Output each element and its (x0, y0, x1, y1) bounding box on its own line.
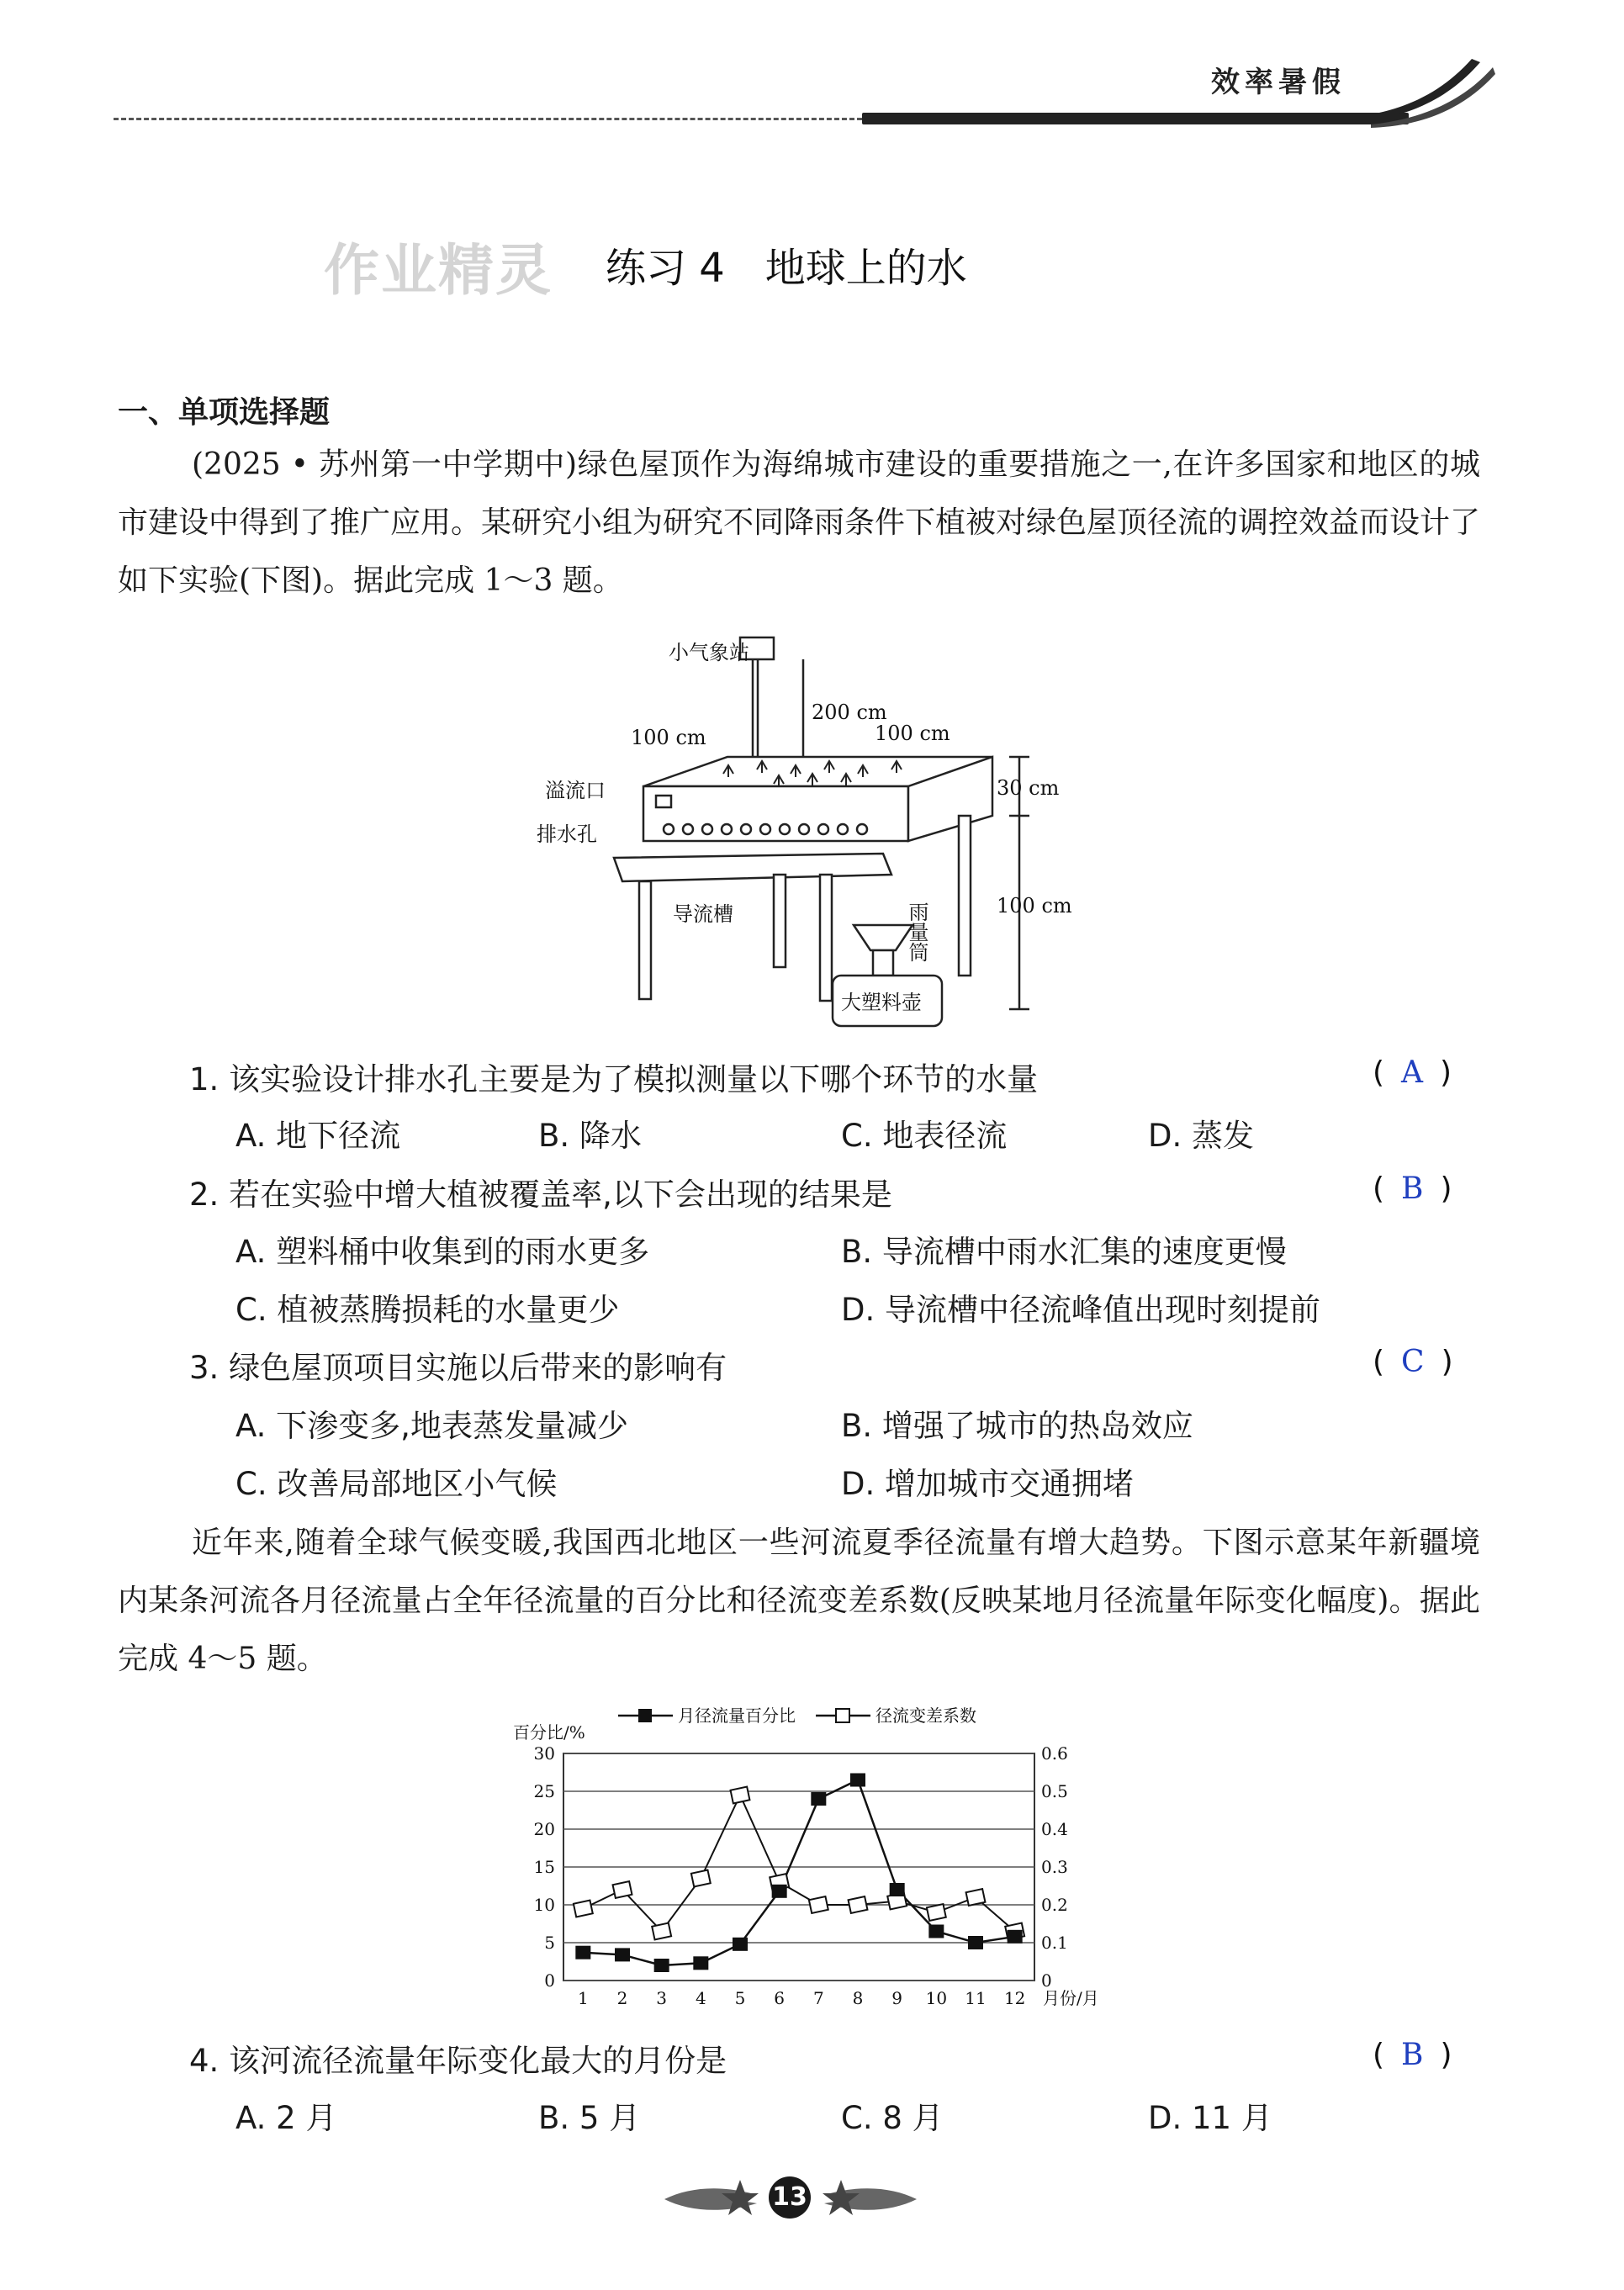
point-variation (652, 1923, 671, 1940)
series-line-variation (583, 1796, 1014, 1932)
option-d: D. 导流槽中径流峰值出现时刻提前 (841, 1292, 1321, 1328)
option-c: C. 植被蒸腾损耗的水量更少 (235, 1292, 620, 1328)
point-percentage (733, 1938, 748, 1951)
answer-box: ( B ) (1373, 2038, 1452, 2072)
x-tick-label: 2 (616, 1988, 628, 2008)
chart-ticks (513, 1722, 1099, 2008)
point-percentage (968, 1936, 983, 1949)
y-right-tick-label: 0.6 (1041, 1743, 1068, 1764)
legend-label-1: 月径流量百分比 (678, 1706, 796, 1726)
point-variation (966, 1889, 986, 1906)
y-left-tick-label: 10 (533, 1895, 555, 1915)
option-c: C. 8 月 (841, 2100, 944, 2136)
option-b: B. 5 月 (538, 2100, 641, 2136)
point-variation (691, 1870, 711, 1887)
option-a: A. 地下径流 (235, 1118, 401, 1154)
y-left-tick-label: 15 (533, 1857, 555, 1877)
answer-box: ( B ) (1373, 1171, 1452, 1206)
label-trough: 导流槽 (673, 902, 733, 926)
intro-paragraph-1: (2025 • 苏州第一中学期中)绿色屋顶作为海绵城市建设的重要措施之一,在许多国家和地区的城市建设中得到了推广应用。某研究小组为研究不同降雨条件下植被对绿色屋顶径流的调控效益而设计了如下实验(下图)。据此完成 1～3 题。 (118, 447, 1481, 598)
point-variation (809, 1896, 828, 1913)
chart-grid (563, 1753, 1034, 1981)
question-stem: 该实验设计排水孔主要是为了模拟测量以下哪个环节的水量 (229, 1061, 1039, 1097)
x-tick-label: 6 (774, 1988, 786, 2008)
option-a: A. 下渗变多,地表蒸发量减少 (235, 1408, 628, 1444)
chart-legend (618, 1706, 976, 1726)
point-percentage (850, 1774, 865, 1787)
series-title: 效率暑假 (1211, 66, 1346, 99)
legend-label-2: 径流变差系数 (875, 1706, 976, 1726)
point-variation (731, 1787, 750, 1804)
label-drain: 排水孔 (537, 822, 597, 846)
label-30cm: 30 cm (997, 776, 1060, 800)
header-dashed-line (114, 118, 862, 120)
swoosh-decoration-icon (1346, 50, 1497, 126)
label-100cm-a: 100 cm (631, 726, 706, 749)
experiment-diagram (521, 631, 1072, 1043)
point-percentage (575, 1946, 590, 1959)
option-a: A. 2 月 (235, 2100, 337, 2136)
legend-marker-open (836, 1709, 849, 1722)
x-tick-label: 4 (695, 1988, 706, 2008)
option-d: D. 增加城市交通拥堵 (841, 1466, 1135, 1502)
section-heading: 一、单项选择题 (118, 395, 331, 430)
point-percentage (928, 1925, 944, 1938)
label-100cm-h: 100 cm (997, 894, 1072, 918)
answer-box: ( C ) (1373, 1345, 1453, 1379)
y-left-tick-label: 25 (533, 1781, 555, 1801)
label-station: 小气象站 (669, 641, 749, 664)
label-rain-gauge: 雨量筒 (905, 902, 928, 962)
question-stem: 该河流径流量年际变化最大的月份是 (229, 2043, 727, 2079)
runoff-chart (505, 1690, 1099, 2027)
point-percentage (1008, 1930, 1023, 1944)
x-tick-label: 10 (925, 1988, 948, 2008)
y-right-tick-label: 0.1 (1041, 1933, 1068, 1953)
x-tick-label: 1 (577, 1988, 589, 2008)
point-variation (927, 1904, 946, 1921)
watermark-text: 作业精灵 (324, 238, 553, 303)
y-left-tick-label: 20 (533, 1819, 555, 1839)
x-axis-label: 月份/月 (1043, 1988, 1099, 2008)
point-variation (613, 1881, 632, 1898)
question-stem: 若在实验中增大植被覆盖率,以下会出现的结果是 (229, 1177, 892, 1213)
point-percentage (693, 1956, 708, 1970)
header-bar (862, 113, 1409, 124)
x-tick-label: 3 (656, 1988, 668, 2008)
trough (614, 854, 891, 881)
option-b: B. 增强了城市的热岛效应 (841, 1408, 1193, 1444)
label-200cm: 200 cm (812, 701, 887, 724)
intro-paragraph-2: 近年来,随着全球气候变暖,我国西北地区一些河流夏季径流量有增大趋势。下图示意某年新疆境内某条河流各月径流量占全年径流量的百分比和径流变差系数(反映某地月径流量年际变化幅度)。据此完成 4～5 题。 (118, 1526, 1480, 1676)
page-number: 13 (769, 2176, 811, 2219)
point-percentage (772, 1885, 787, 1898)
x-tick-label: 8 (852, 1988, 864, 2008)
legend-marker-filled (638, 1709, 652, 1722)
label-100cm-b: 100 cm (875, 722, 950, 745)
y-axis-label: 百分比/% (513, 1722, 585, 1743)
option-b: B. 降水 (538, 1118, 642, 1154)
label-bucket: 大塑料壶 (841, 991, 922, 1014)
x-tick-label: 7 (812, 1988, 824, 2008)
point-variation (849, 1896, 868, 1913)
rain-gauge (854, 925, 913, 950)
y-right-tick-label: 0.3 (1041, 1857, 1068, 1877)
answer-box: ( A ) (1373, 1055, 1452, 1090)
y-right-tick-label: 0 (1041, 1970, 1052, 1991)
y-right-tick-label: 0.2 (1041, 1895, 1068, 1915)
x-tick-label: 9 (891, 1988, 903, 2008)
x-tick-label: 5 (734, 1988, 746, 2008)
y-right-tick-label: 0.5 (1041, 1781, 1068, 1801)
option-c: C. 地表径流 (841, 1118, 1008, 1154)
option-b: B. 导流槽中雨水汇集的速度更慢 (841, 1234, 1287, 1270)
point-percentage (890, 1883, 905, 1896)
option-c: C. 改善局部地区小气候 (235, 1466, 558, 1502)
option-a: A. 塑料桶中收集到的雨水更多 (235, 1234, 650, 1270)
label-overflow: 溢流口 (545, 779, 606, 802)
point-percentage (811, 1792, 826, 1806)
point-percentage (654, 1959, 669, 1972)
point-percentage (615, 1948, 630, 1961)
option-d: D. 11 月 (1148, 2100, 1272, 2136)
x-tick-label: 11 (965, 1988, 987, 2008)
series-line-percentage (583, 1780, 1014, 1966)
y-left-tick-label: 0 (544, 1970, 555, 1991)
y-left-tick-label: 5 (544, 1933, 555, 1953)
option-d: D. 蒸发 (1148, 1118, 1255, 1154)
x-tick-label: 12 (1003, 1988, 1026, 2008)
point-variation (574, 1901, 593, 1917)
y-left-tick-label: 30 (533, 1743, 555, 1764)
question-stem: 绿色屋顶项目实施以后带来的影响有 (229, 1350, 727, 1386)
y-right-tick-label: 0.4 (1041, 1819, 1068, 1839)
page-title: 练习 4 地球上的水 (606, 245, 967, 292)
